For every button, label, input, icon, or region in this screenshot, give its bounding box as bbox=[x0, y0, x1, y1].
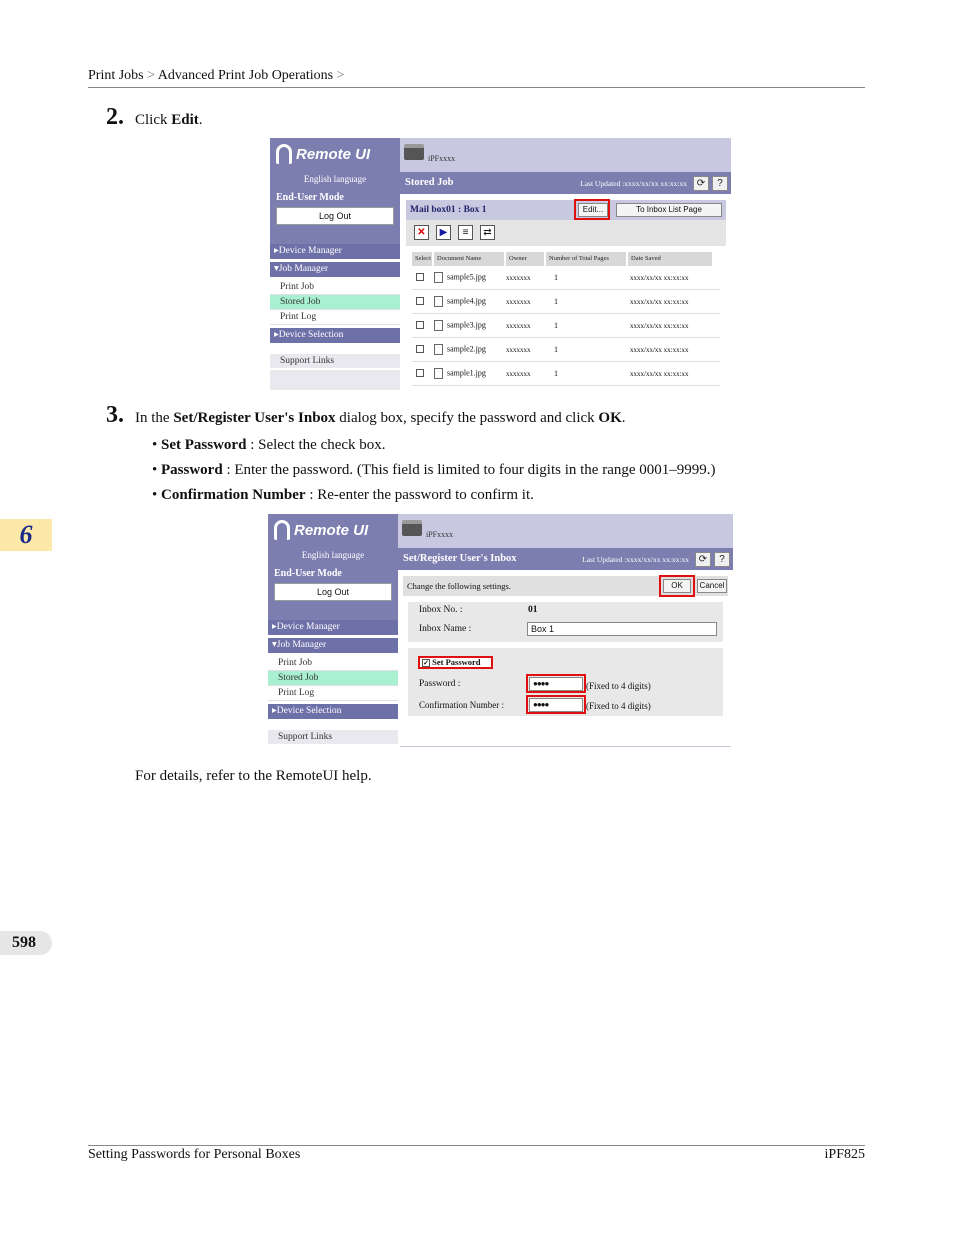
row-owner: xxxxxxx bbox=[506, 369, 531, 378]
bullet-text: : Enter the password. (This field is limited to four digits in the range 0001–9999.) bbox=[222, 462, 716, 478]
inbox-no-label: Inbox No. : bbox=[419, 605, 463, 615]
step-2-suffix: . bbox=[198, 112, 203, 128]
password-hint: (Fixed to 4 digits) bbox=[586, 681, 651, 691]
row-date: xxxx/xx/xx xx:xx:xx bbox=[630, 321, 689, 330]
delete-icon[interactable]: ✕ bbox=[414, 225, 429, 240]
menu-label: Device Manager bbox=[278, 246, 342, 256]
details-icon[interactable]: ≡ bbox=[458, 225, 473, 240]
breadcrumb-print-jobs: Print Jobs bbox=[88, 68, 144, 83]
confirm-highlight bbox=[526, 695, 586, 714]
logout-button[interactable]: Log Out bbox=[276, 207, 394, 225]
change-settings-bar bbox=[403, 576, 728, 596]
help-button[interactable]: ? bbox=[712, 176, 728, 191]
sidebar-item-stored-job[interactable]: Stored Job bbox=[270, 295, 400, 310]
row-select-cell bbox=[412, 345, 434, 355]
document-icon bbox=[434, 344, 443, 355]
inbox-list-button[interactable]: To Inbox List Page bbox=[616, 203, 722, 217]
bullet-bold: Password bbox=[161, 462, 223, 478]
ok-highlight bbox=[659, 575, 695, 597]
row-pages: 1 bbox=[554, 369, 558, 378]
step-3-prefix: In the bbox=[135, 410, 174, 426]
row-date: xxxx/xx/xx xx:xx:xx bbox=[630, 273, 689, 282]
sidebar-item-device-selection[interactable]: ▸Device Selection bbox=[270, 328, 400, 343]
step-3-number: 3. bbox=[106, 402, 124, 428]
step-2-text bbox=[135, 112, 203, 129]
mailbox-label: Mail box01 : Box 1 bbox=[410, 205, 487, 215]
sidebar-item-support-links[interactable]: Support Links bbox=[270, 354, 400, 368]
user-mode-label: End-User Mode bbox=[274, 568, 342, 579]
sidebar-item-print-job[interactable]: Print Job bbox=[268, 656, 398, 671]
printer-model: iPFxxxx bbox=[428, 154, 456, 163]
screenshot-stored-job bbox=[270, 138, 731, 382]
step-3-suffix: . bbox=[621, 410, 626, 426]
footer-divider bbox=[88, 1145, 865, 1146]
row-checkbox[interactable] bbox=[416, 273, 424, 281]
chapter-tab: 6 bbox=[0, 519, 52, 551]
sidebar-item-support-links[interactable]: Support Links bbox=[268, 730, 398, 744]
job-toolbar bbox=[406, 220, 726, 246]
col-date-saved: Date Saved bbox=[628, 252, 712, 266]
menu-label: Device Manager bbox=[276, 622, 340, 632]
row-checkbox[interactable] bbox=[416, 321, 424, 329]
sidebar-item-job-manager[interactable]: ▾Job Manager bbox=[270, 262, 400, 277]
settings-form bbox=[408, 602, 723, 716]
row-checkbox[interactable] bbox=[416, 369, 424, 377]
row-owner: xxxxxxx bbox=[506, 297, 531, 306]
details-text: For details, refer to the RemoteUI help. bbox=[135, 768, 372, 784]
sidebar-item-job-manager[interactable]: ▾Job Manager bbox=[268, 638, 398, 653]
bullet-bold: Set Password bbox=[161, 437, 247, 453]
edit-button[interactable]: Edit... bbox=[578, 203, 608, 217]
logo-text: Remote UI bbox=[296, 145, 371, 163]
confirm-input[interactable]: ●●●● bbox=[529, 698, 583, 712]
step-2-bold: Edit bbox=[171, 112, 199, 128]
bullet-text: : Select the check box. bbox=[246, 437, 386, 453]
bullet-set-password: • Set Password : Select the check box. bbox=[152, 437, 386, 453]
bullet-confirmation: • Confirmation Number : Re-enter the password to confirm it. bbox=[152, 487, 534, 503]
sidebar-menu bbox=[270, 244, 400, 390]
row-owner: xxxxxxx bbox=[506, 273, 531, 282]
row-owner: xxxxxxx bbox=[506, 321, 531, 330]
sidebar bbox=[270, 138, 400, 382]
document-name[interactable]: sample4.jpg bbox=[447, 296, 486, 306]
col-select: Select bbox=[412, 252, 432, 266]
row-owner: xxxxxxx bbox=[506, 345, 531, 354]
footer-model: iPF825 bbox=[824, 1147, 865, 1162]
menu-label: Job Manager bbox=[278, 264, 329, 274]
row-date: xxxx/xx/xx xx:xx:xx bbox=[630, 369, 689, 378]
printer-model: iPFxxxx bbox=[426, 530, 454, 539]
language-link[interactable]: English language bbox=[303, 174, 367, 184]
table-row bbox=[412, 266, 720, 290]
table-row bbox=[412, 338, 720, 362]
document-name[interactable]: sample5.jpg bbox=[447, 272, 486, 282]
table-header bbox=[412, 252, 714, 266]
breadcrumb-separator: > bbox=[147, 68, 156, 83]
bullet-password: • Password : Enter the password. (This field is limited to four digits in the range 0001–9999.) bbox=[152, 462, 716, 478]
ok-button[interactable]: OK bbox=[663, 579, 691, 593]
breadcrumb bbox=[88, 68, 345, 84]
panel-bottom-line bbox=[400, 746, 731, 747]
language-link[interactable]: English language bbox=[301, 550, 365, 560]
header-divider bbox=[88, 87, 865, 88]
row-checkbox[interactable] bbox=[416, 345, 424, 353]
password-input[interactable]: ●●●● bbox=[529, 677, 583, 691]
sidebar-item-device-manager[interactable]: ▸Device Manager bbox=[270, 244, 400, 259]
logout-button[interactable]: Log Out bbox=[274, 583, 392, 601]
page-title: Set/Register User's Inbox bbox=[403, 553, 517, 564]
printer-icon bbox=[402, 520, 422, 536]
mailbox-bar bbox=[406, 200, 726, 220]
screenshot-set-register-inbox bbox=[268, 514, 733, 750]
page-title-bar bbox=[400, 172, 731, 194]
table-row bbox=[412, 290, 720, 314]
page-number: 598 bbox=[0, 931, 52, 955]
step-2-number: 2. bbox=[106, 104, 124, 130]
inbox-info-section bbox=[408, 602, 723, 642]
document-name[interactable]: sample2.jpg bbox=[447, 344, 486, 354]
row-select-cell bbox=[412, 321, 434, 331]
sidebar bbox=[268, 514, 398, 750]
page-title-bar bbox=[398, 548, 733, 570]
logo-text: Remote UI bbox=[294, 521, 369, 539]
sidebar-item-print-log[interactable]: Print Log bbox=[270, 310, 400, 325]
spacer bbox=[270, 346, 400, 354]
document-icon bbox=[434, 296, 443, 307]
menu-label: Device Selection bbox=[276, 706, 342, 716]
change-settings-label: Change the following settings. bbox=[407, 581, 511, 591]
footer-section-title: Setting Passwords for Personal Boxes bbox=[88, 1147, 301, 1162]
set-password-checkbox[interactable]: ✓ bbox=[423, 659, 429, 668]
sidebar-item-print-log[interactable]: Print Log bbox=[268, 686, 398, 701]
password-highlight bbox=[526, 674, 586, 693]
main-panel bbox=[398, 514, 733, 750]
inbox-no-value: 01 bbox=[528, 605, 538, 615]
move-icon[interactable]: ⇄ bbox=[480, 225, 495, 240]
confirm-label: Confirmation Number : bbox=[419, 700, 504, 710]
last-updated: Last Updated :xxxx/xx/xx xx:xx:xx bbox=[580, 179, 687, 188]
user-mode-label: End-User Mode bbox=[276, 192, 344, 203]
row-document-cell bbox=[434, 320, 506, 331]
remote-ui-logo bbox=[276, 144, 370, 164]
row-pages: 1 bbox=[554, 321, 558, 330]
remote-ui-logo bbox=[274, 520, 368, 540]
last-updated: Last Updated :xxxx/xx/xx xx:xx:xx bbox=[582, 555, 689, 564]
sidebar-header bbox=[270, 138, 400, 244]
printer-icon bbox=[404, 144, 424, 160]
table-row bbox=[412, 314, 720, 338]
row-date: xxxx/xx/xx xx:xx:xx bbox=[630, 297, 689, 306]
main-panel bbox=[400, 138, 731, 382]
table-row bbox=[412, 362, 720, 386]
col-total-pages: Number of Total Pages bbox=[546, 252, 626, 266]
cancel-button[interactable]: Cancel bbox=[697, 579, 727, 593]
document-icon bbox=[434, 368, 443, 379]
step-3-bold: Set/Register User's Inbox bbox=[173, 410, 336, 426]
spacer bbox=[268, 722, 398, 730]
set-password-highlight bbox=[418, 656, 493, 669]
password-label: Password : bbox=[419, 679, 461, 689]
sidebar-item-device-selection[interactable]: ▸Device Selection bbox=[268, 704, 398, 719]
document-name[interactable]: sample3.jpg bbox=[447, 320, 486, 330]
row-select-cell bbox=[412, 273, 434, 283]
bullet-text: : Re-enter the password to confirm it. bbox=[305, 487, 534, 503]
inbox-name-input[interactable]: Box 1 bbox=[527, 622, 717, 636]
col-owner: Owner bbox=[506, 252, 544, 266]
logo-icon bbox=[274, 520, 290, 540]
refresh-icon[interactable]: ⟳ bbox=[695, 552, 711, 567]
inbox-name-label: Inbox Name : bbox=[419, 624, 472, 634]
row-select-cell bbox=[412, 297, 434, 307]
document-icon bbox=[434, 320, 443, 331]
menu-label: Job Manager bbox=[276, 640, 327, 650]
device-header bbox=[400, 138, 731, 172]
refresh-icon[interactable]: ⟳ bbox=[693, 176, 709, 191]
set-password-label: Set Password bbox=[432, 657, 481, 667]
row-pages: 1 bbox=[554, 297, 558, 306]
row-document-cell bbox=[434, 368, 506, 379]
row-document-cell bbox=[434, 272, 506, 283]
password-section bbox=[408, 648, 723, 716]
step-3-middle: dialog box, specify the password and click bbox=[335, 410, 599, 426]
step-3-text bbox=[135, 410, 626, 427]
document-icon bbox=[434, 272, 443, 283]
breadcrumb-advanced: Advanced Print Job Operations bbox=[157, 68, 334, 83]
sidebar-item-print-job[interactable]: Print Job bbox=[270, 280, 400, 295]
step-3-bold2: OK bbox=[598, 410, 622, 426]
menu-label: Device Selection bbox=[278, 330, 344, 340]
device-header bbox=[398, 514, 733, 548]
confirm-hint: (Fixed to 4 digits) bbox=[586, 701, 651, 711]
row-select-cell bbox=[412, 369, 434, 379]
row-pages: 1 bbox=[554, 273, 558, 282]
play-icon[interactable]: ▶ bbox=[436, 225, 451, 240]
col-document-name: Document Name bbox=[434, 252, 504, 266]
row-checkbox[interactable] bbox=[416, 297, 424, 305]
row-document-cell bbox=[434, 296, 506, 307]
sidebar-item-device-manager[interactable]: ▸Device Manager bbox=[268, 620, 398, 635]
logo-icon bbox=[276, 144, 292, 164]
document-name[interactable]: sample1.jpg bbox=[447, 368, 486, 378]
bullet-bold: Confirmation Number bbox=[161, 487, 306, 503]
step-2-prefix: Click bbox=[135, 112, 172, 128]
sidebar-menu bbox=[268, 620, 398, 744]
edit-highlight bbox=[574, 199, 610, 220]
row-pages: 1 bbox=[554, 345, 558, 354]
sidebar-item-stored-job[interactable]: Stored Job bbox=[268, 671, 398, 686]
breadcrumb-separator: > bbox=[336, 68, 345, 83]
help-button[interactable]: ? bbox=[714, 552, 730, 567]
row-date: xxxx/xx/xx xx:xx:xx bbox=[630, 345, 689, 354]
sidebar-header bbox=[268, 514, 398, 620]
sidebar-footer bbox=[270, 370, 400, 390]
page-title: Stored Job bbox=[405, 177, 454, 188]
row-document-cell bbox=[434, 344, 506, 355]
